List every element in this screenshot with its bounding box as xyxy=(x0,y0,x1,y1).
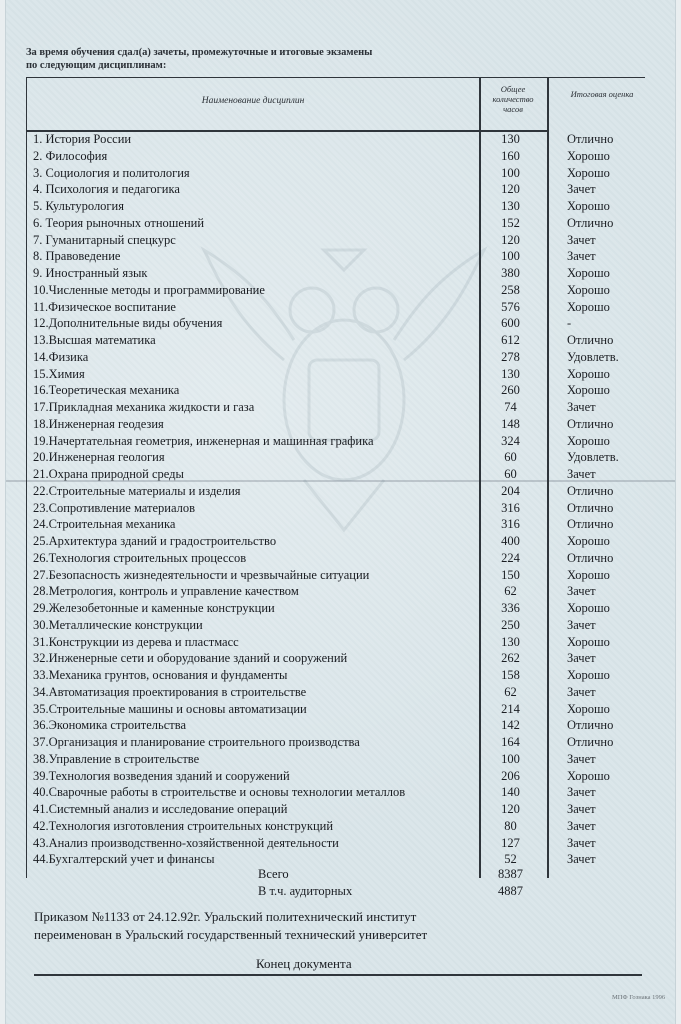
table-row xyxy=(26,784,644,801)
discipline-name: 9. Иностранный язык xyxy=(33,266,148,280)
discipline-hours: 62 xyxy=(504,684,517,699)
discipline-name: 34.Автоматизация проектирования в строительстве xyxy=(33,684,307,699)
discipline-hours: 140 xyxy=(501,785,520,800)
discipline-name: 36.Экономика строительства xyxy=(33,718,187,733)
discipline-hours: 278 xyxy=(501,349,520,364)
discipline-grade: Хорошо xyxy=(567,567,610,582)
discipline-hours: 158 xyxy=(501,668,520,682)
table-row xyxy=(26,818,644,835)
discipline-name: 35.Строительные машины и основы автоматизации xyxy=(33,701,307,716)
table-row xyxy=(26,366,644,383)
table-row xyxy=(26,617,644,634)
discipline-grade: Хорошо xyxy=(567,148,610,163)
discipline-name: 37.Организация и планирование строительного производства xyxy=(33,735,360,749)
discipline-name: 32.Инженерные сети и оборудование зданий и сооружений xyxy=(33,651,348,666)
table-row xyxy=(26,768,644,785)
table-row xyxy=(26,399,644,416)
discipline-hours: 80 xyxy=(504,818,517,833)
discipline-grade: Отлично xyxy=(567,333,614,347)
discipline-name: 14.Физика xyxy=(33,349,89,364)
discipline-name: 22.Строительные материалы и изделия xyxy=(33,483,241,498)
discipline-hours: 130 xyxy=(501,132,520,146)
discipline-grade: Зачет xyxy=(567,232,596,247)
column-header-name: Наименование дисциплин xyxy=(201,96,305,106)
discipline-hours: 400 xyxy=(501,534,520,548)
discipline-hours: 600 xyxy=(501,316,520,331)
bottom-rule xyxy=(34,974,642,976)
table-row xyxy=(26,751,644,768)
discipline-name: 18.Инженерная геодезия xyxy=(33,416,164,431)
discipline-hours: 336 xyxy=(501,601,520,615)
discipline-grade: Зачет xyxy=(567,400,596,414)
discipline-grade: Хорошо xyxy=(567,634,610,649)
discipline-hours: 262 xyxy=(501,651,520,666)
discipline-grade: Хорошо xyxy=(567,383,610,398)
discipline-name: 11.Физическое воспитание xyxy=(33,299,176,314)
discipline-hours: 206 xyxy=(501,768,520,783)
table-row xyxy=(26,198,644,215)
discipline-grade: Отлично xyxy=(567,517,614,532)
discipline-name: 21.Охрана природной среды xyxy=(33,467,184,481)
document-heading xyxy=(26,46,466,72)
total-value: 8387 xyxy=(498,867,523,881)
table-row xyxy=(26,500,644,517)
total-label: Всего xyxy=(258,867,289,881)
discipline-hours: 60 xyxy=(504,450,517,465)
table-row xyxy=(26,634,644,651)
discipline-hours: 258 xyxy=(501,282,520,297)
discipline-name: 3. Социология и политология xyxy=(33,165,190,180)
discipline-name: 13.Высшая математика xyxy=(33,333,156,347)
discipline-name: 38.Управление в строительстве xyxy=(33,751,200,766)
discipline-grade: Отлично xyxy=(567,500,614,515)
discipline-grade: Зачет xyxy=(567,249,596,264)
discipline-name: 26.Технология строительных процессов xyxy=(33,550,247,565)
note-line-2: переименован в Уральский государственный технический университет xyxy=(34,927,428,942)
discipline-name: 42.Технология изготовления строительных конструкций xyxy=(33,818,334,833)
discipline-hours: 260 xyxy=(501,383,520,398)
discipline-name: 7. Гуманитарный спецкурс xyxy=(33,232,176,247)
discipline-grade: Зачет xyxy=(567,751,596,766)
discipline-grade: Отлично xyxy=(567,550,614,565)
discipline-hours: 316 xyxy=(501,500,520,515)
discipline-grade: Зачет xyxy=(567,818,596,833)
table-row xyxy=(26,382,644,399)
table-row xyxy=(26,315,644,332)
discipline-grade: Зачет xyxy=(567,852,596,867)
table-row xyxy=(26,701,644,718)
discipline-hours: 160 xyxy=(501,148,520,163)
discipline-hours: 127 xyxy=(501,835,520,850)
table-row xyxy=(26,583,644,600)
table-row xyxy=(26,600,644,617)
discipline-hours: 74 xyxy=(504,400,517,414)
discipline-grade: Хорошо xyxy=(567,534,610,548)
discipline-hours: 130 xyxy=(501,199,520,213)
discipline-hours: 120 xyxy=(501,182,520,197)
discipline-hours: 224 xyxy=(501,550,520,565)
table-row xyxy=(26,567,644,584)
disciplines-list xyxy=(26,131,644,868)
table-row xyxy=(26,232,644,249)
table-row xyxy=(26,433,644,450)
discipline-grade: Зачет xyxy=(567,835,596,850)
discipline-grade: Хорошо xyxy=(567,266,610,280)
discipline-hours: 214 xyxy=(501,701,520,716)
discipline-name: 17.Прикладная механика жидкости и газа xyxy=(33,400,255,414)
discipline-hours: 100 xyxy=(501,249,520,264)
discipline-name: 43.Анализ производственно-хозяйственной деятельности xyxy=(33,835,339,850)
column-header-grade: Итоговая оценка xyxy=(570,89,634,99)
discipline-name: 30.Металлические конструкции xyxy=(33,617,203,632)
discipline-name: 39.Технология возведения зданий и сооружений xyxy=(33,768,290,783)
discipline-name: 24.Строительная механика xyxy=(33,517,176,532)
discipline-hours: 204 xyxy=(501,483,520,498)
discipline-name: 23.Сопротивление материалов xyxy=(33,500,196,515)
discipline-name: 33.Механика грунтов, основания и фундаменты xyxy=(33,668,288,682)
discipline-hours: 120 xyxy=(501,232,520,247)
discipline-hours: 120 xyxy=(501,802,520,816)
table-row xyxy=(26,835,644,852)
discipline-name: 31.Конструкции из дерева и пластмасс xyxy=(33,634,239,649)
table-row xyxy=(26,349,644,366)
discipline-grade: Хорошо xyxy=(567,701,610,716)
discipline-name: 25.Архитектура зданий и градостроительство xyxy=(33,534,277,548)
discipline-grade: Отлично xyxy=(567,416,614,431)
discipline-hours: 62 xyxy=(504,584,517,599)
table-row xyxy=(26,483,644,500)
discipline-name: 6. Теория рыночных отношений xyxy=(33,215,205,230)
discipline-name: 28.Метрология, контроль и управление качеством xyxy=(33,584,299,599)
discipline-hours: 130 xyxy=(501,366,520,381)
discipline-grade: Хорошо xyxy=(567,366,610,381)
column-header-hours: Общее количество часов xyxy=(492,84,534,114)
discipline-name: 20.Инженерная геология xyxy=(33,450,165,465)
discipline-hours: 612 xyxy=(501,333,520,347)
discipline-grade: Хорошо xyxy=(567,668,610,682)
discipline-hours: 52 xyxy=(504,852,517,867)
discipline-grade: Зачет xyxy=(567,651,596,666)
table-row xyxy=(26,533,644,550)
table-row xyxy=(26,215,644,232)
renaming-note xyxy=(34,908,514,944)
discipline-grade: Зачет xyxy=(567,785,596,800)
discipline-grade: Отлично xyxy=(567,483,614,498)
table-row xyxy=(26,667,644,684)
discipline-name: 19.Начертательная геометрия, инженерная и машинная графика xyxy=(33,433,374,448)
discipline-hours: 60 xyxy=(504,467,517,481)
table-row xyxy=(26,734,644,751)
discipline-name: 2. Философия xyxy=(33,148,108,163)
discipline-name: 16.Теоретическая механика xyxy=(33,383,180,398)
discipline-grade: Хорошо xyxy=(567,768,610,783)
discipline-name: 44.Бухгалтерский учет и финансы xyxy=(33,852,215,867)
discipline-hours: 316 xyxy=(501,517,520,532)
discipline-hours: 250 xyxy=(501,617,520,632)
discipline-hours: 150 xyxy=(501,567,520,582)
table-row xyxy=(26,650,644,667)
auditory-value: 4887 xyxy=(498,884,523,898)
discipline-hours: 152 xyxy=(501,215,520,230)
table-row xyxy=(26,299,644,316)
discipline-hours: 148 xyxy=(501,416,520,431)
discipline-grade: Хорошо xyxy=(567,165,610,180)
table-row xyxy=(26,148,644,165)
note-line-1: Приказом №1133 от 24.12.92г. Уральский политехнический институт xyxy=(34,909,417,924)
table-row xyxy=(26,801,644,818)
discipline-grade: Зачет xyxy=(567,617,596,632)
discipline-name: 8. Правоведение xyxy=(33,249,121,264)
discipline-name: 27.Безопасность жизнедеятельности и чрезвычайные ситуации xyxy=(33,567,370,582)
discipline-hours: 576 xyxy=(501,299,520,314)
end-of-document: Конец документа xyxy=(256,956,352,971)
discipline-grade: Отлично xyxy=(567,735,614,749)
table-row xyxy=(26,265,644,282)
table-row xyxy=(26,717,644,734)
table-row xyxy=(26,131,644,148)
discipline-name: 15.Химия xyxy=(33,366,85,381)
discipline-name: 5. Культурология xyxy=(33,199,124,213)
discipline-name: 10.Численные методы и программирование xyxy=(33,282,265,297)
discipline-name: 40.Сварочные работы в строительстве и основы технологии металлов xyxy=(33,785,406,800)
discipline-grade: Зачет xyxy=(567,802,596,816)
discipline-name: 29.Железобетонные и каменные конструкции xyxy=(33,601,275,615)
table-row xyxy=(26,181,644,198)
discipline-hours: 100 xyxy=(501,165,520,180)
table-row xyxy=(26,248,644,265)
discipline-name: 12.Дополнительные виды обучения xyxy=(33,316,223,331)
discipline-grade: Хорошо xyxy=(567,299,610,314)
heading-line-2: по следующим дисциплинам: xyxy=(26,60,167,71)
discipline-grade: Отлично xyxy=(567,215,614,230)
discipline-grade: Зачет xyxy=(567,467,596,481)
discipline-grade: - xyxy=(567,316,572,331)
discipline-grade: Зачет xyxy=(567,684,596,699)
table-row xyxy=(26,684,644,701)
table-row xyxy=(26,332,644,349)
discipline-grade: Отлично xyxy=(567,132,614,146)
discipline-grade: Зачет xyxy=(567,182,596,197)
table-row xyxy=(26,516,644,533)
totals-block xyxy=(26,866,644,900)
table-row xyxy=(26,416,644,433)
discipline-hours: 130 xyxy=(501,634,520,649)
discipline-name: 1. История России xyxy=(33,132,132,146)
table-row xyxy=(26,449,644,466)
heading-line-1: За время обучения сдал(а) зачеты, промежуточные и итоговые экзамены xyxy=(26,47,373,58)
discipline-hours: 142 xyxy=(501,718,520,733)
discipline-hours: 324 xyxy=(501,433,520,448)
table-row xyxy=(26,282,644,299)
discipline-grade: Удовлетв. xyxy=(567,450,619,465)
table-row xyxy=(26,165,644,182)
discipline-grade: Хорошо xyxy=(567,199,610,213)
discipline-name: 4. Психология и педагогика xyxy=(33,182,180,197)
discipline-grade: Зачет xyxy=(567,584,596,599)
printer-imprint: МПФ Гознака 1996 xyxy=(612,994,666,1001)
table-row xyxy=(26,550,644,567)
discipline-grade: Хорошо xyxy=(567,601,610,615)
discipline-hours: 100 xyxy=(501,751,520,766)
discipline-grade: Хорошо xyxy=(567,282,610,297)
discipline-grade: Отлично xyxy=(567,718,614,733)
discipline-name: 41.Системный анализ и исследование операций xyxy=(33,802,288,816)
discipline-grade: Хорошо xyxy=(567,433,610,448)
table-row xyxy=(26,466,644,483)
discipline-hours: 164 xyxy=(501,735,520,749)
auditory-label: В т.ч. аудиторных xyxy=(258,884,353,898)
discipline-grade: Удовлетв. xyxy=(567,349,619,364)
discipline-hours: 380 xyxy=(501,266,520,280)
